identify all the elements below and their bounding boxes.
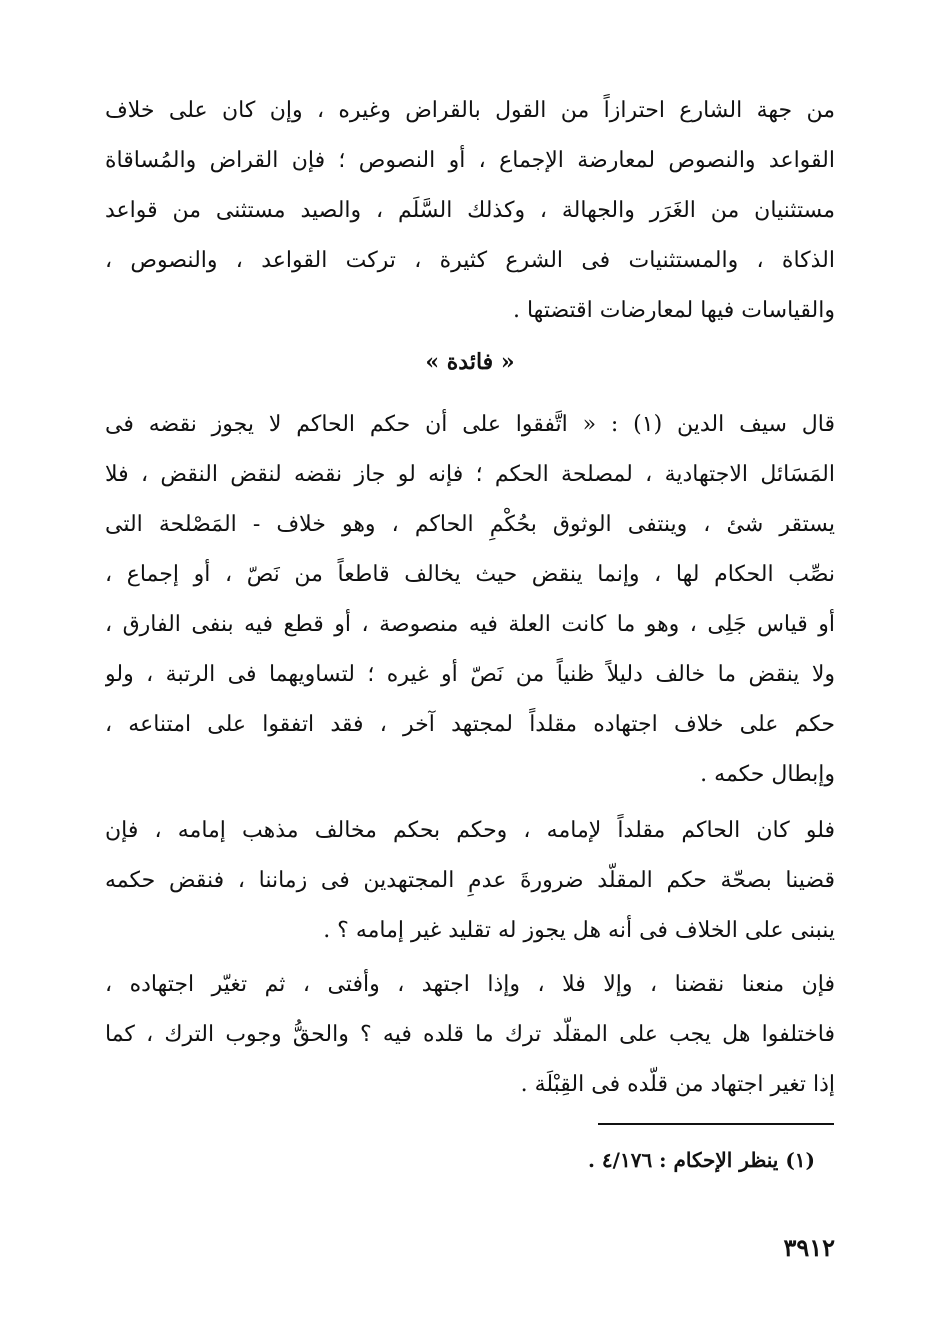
text-line: قال سيف الدين (١) : « اتَّفقوا على أن حكم الحاكم لا يجوز نقضه فى	[105, 412, 835, 437]
paragraph-muqallid-judge	[105, 806, 835, 956]
section-heading: « فائدة »	[425, 349, 515, 375]
text-line: ينبنى على الخلاف فى أنه هل يجوز له تقليد غير إمامه ؟ .	[323, 918, 835, 943]
footnote-separator	[598, 1123, 834, 1125]
text-line: أو قياس جَلِى ، وهو ما كانت العلة فيه منصوصة ، أو قطع فيه بنفى الفارق ،	[105, 612, 835, 637]
footnote: (١) ينظر الإحكام : ٤/١٧٦ .	[587, 1148, 815, 1172]
text-line: والقياسات فيها لمعارضات اقتضتها .	[512, 298, 835, 323]
text-line: حكم على خلاف اجتهاده مقلداً لمجتهد آخر ، فقد اتفقوا على امتناعه ،	[105, 712, 835, 737]
text-line: من جهة الشارع احترازاً من القول بالقراض وغيره ، وإن كان على خلاف	[105, 98, 835, 123]
text-line: إذا تغير اجتهاد من قلّده فى القِبْلَة .	[520, 1072, 835, 1097]
page-number: ٣٩١٢	[783, 1233, 835, 1262]
text-line: فإن منعنا نقضنا ، وإلا فلا ، وإذا اجتهد ، وأفتى ، ثم تغيّر اجتهاده ،	[105, 972, 835, 997]
text-line: يستقر شئ ، وينتفى الوثوق بحُكْمِ الحاكم ، وهو خلاف - المَصْلحة التى	[105, 512, 835, 537]
text-line: نصِّب الحكام لها ، وإنما ينقض حيث يخالف قاطعاً من نَصّ ، أو إجماع ،	[105, 562, 835, 587]
text-line: وإبطال حكمه .	[700, 762, 835, 787]
paragraph-saif-al-din	[105, 400, 835, 800]
text-line: مستثنيان من الغَرَر والجهالة ، وكذلك السَّلَم ، والصيد مستثنى من قواعد	[105, 198, 835, 223]
text-line: المَسَائل الاجتهادية ، لمصلحة الحكم ؛ فإنه لو جاز نقضه لنقض النقض ، فلا	[105, 462, 835, 487]
text-line: قضينا بصحّة حكم المقلّد ضرورةَ عدمِ المجتهدين فى زماننا ، فنقض حكمه	[105, 868, 835, 893]
intro-paragraph	[105, 86, 835, 336]
text-line: الذكاة ، والمستثنيات فى الشرع كثيرة ، تركت القواعد ، والنصوص ،	[105, 248, 835, 273]
text-line: القواعد والنصوص لمعارضة الإجماع ، أو النصوص ؛ فإن القراض والمُساقاة	[105, 148, 835, 173]
text-line: فلو كان الحاكم مقلداً لإمامه ، وحكم بحكم مخالف مذهب إمامه ، فإن	[105, 818, 835, 843]
text-line: فاختلفوا هل يجب على المقلّد ترك ما قلده فيه ؟ والحقُّ وجوب الترك ، كما	[105, 1022, 835, 1047]
text-line: ولا ينقض ما خالف دليلاً ظنياً من نَصّ أو غيره ؛ لتساويهما فى الرتبة ، ولو	[105, 662, 835, 687]
paragraph-change-of-ijtihad	[105, 960, 835, 1110]
